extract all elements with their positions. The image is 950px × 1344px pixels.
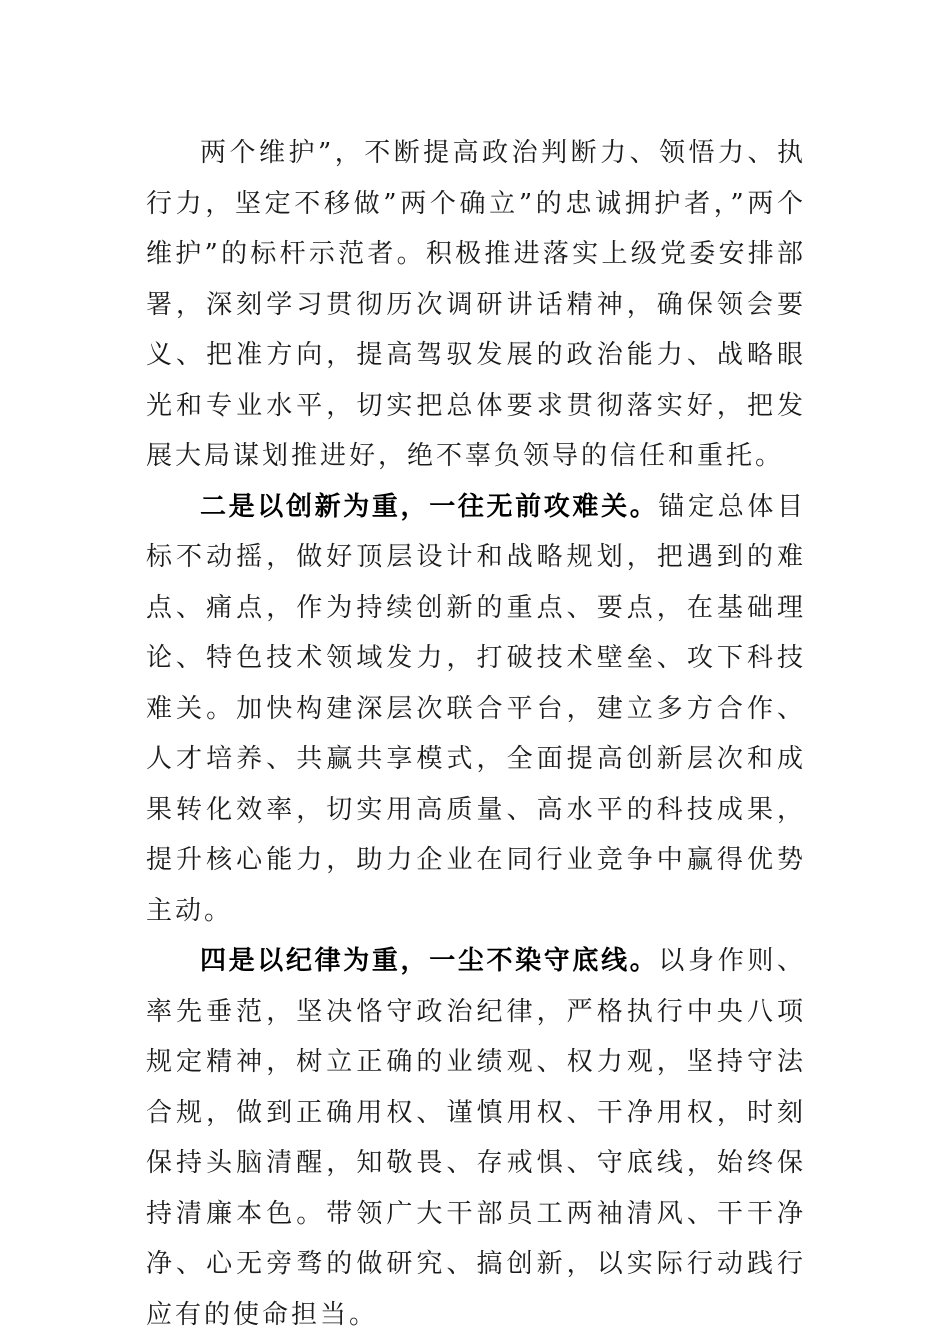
paragraph-1-text: 两个维护”，不断提高政治判断力、领悟力、执行力，坚定不移做”两个确立”的忠诚拥护者，”两个维护”的标杆示范者。积极推进落实上级党委安排部署，深刻学习贯彻历次调研讲话精神，确保领会要义、把准方向，提高驾驭发展的政治能力、战略眼光和专业水平，切实把总体要求贯彻落实好，把发展大局谋划推进好，绝不辜负领导的信任和重托。 — [146, 138, 806, 471]
paragraph-1 — [146, 128, 806, 482]
paragraph-2-text: 锚定总体目标不动摇，做好顶层设计和战略规划，把遇到的难点、痛点，作为持续创新的重点、要点，在基础理论、特色技术领域发力，打破技术壁垒、攻下科技难关。加快构建深层次联合平台，建立多方合作、人才培养、共赢共享模式，全面提高创新层次和成果转化效率，切实用高质量、高水平的科技成果，提升核心能力，助力企业在同行业竞争中赢得优势主动。 — [146, 491, 806, 926]
paragraph-3 — [146, 936, 806, 1340]
paragraph-2-heading: 二是以创新为重，一往无前攻难关。 — [200, 491, 659, 522]
paragraph-3-text: 以身作则、率先垂范，坚决恪守政治纪律，严格执行中央八项规定精神，树立正确的业绩观、权力观，坚持守法合规，做到正确用权、谨慎用权、干净用权，时刻保持头脑清醒，知敬畏、存戒惧、守底线，始终保持清廉本色。带领广大干部员工两袖清风、干干净净、心无旁骛的做研究、搞创新，以实际行动践行应有的使命担当。 — [146, 946, 806, 1330]
paragraph-3-heading: 四是以纪律为重，一尘不染守底线。 — [200, 946, 659, 976]
paragraph-2 — [146, 482, 806, 937]
document-body — [146, 128, 806, 1340]
